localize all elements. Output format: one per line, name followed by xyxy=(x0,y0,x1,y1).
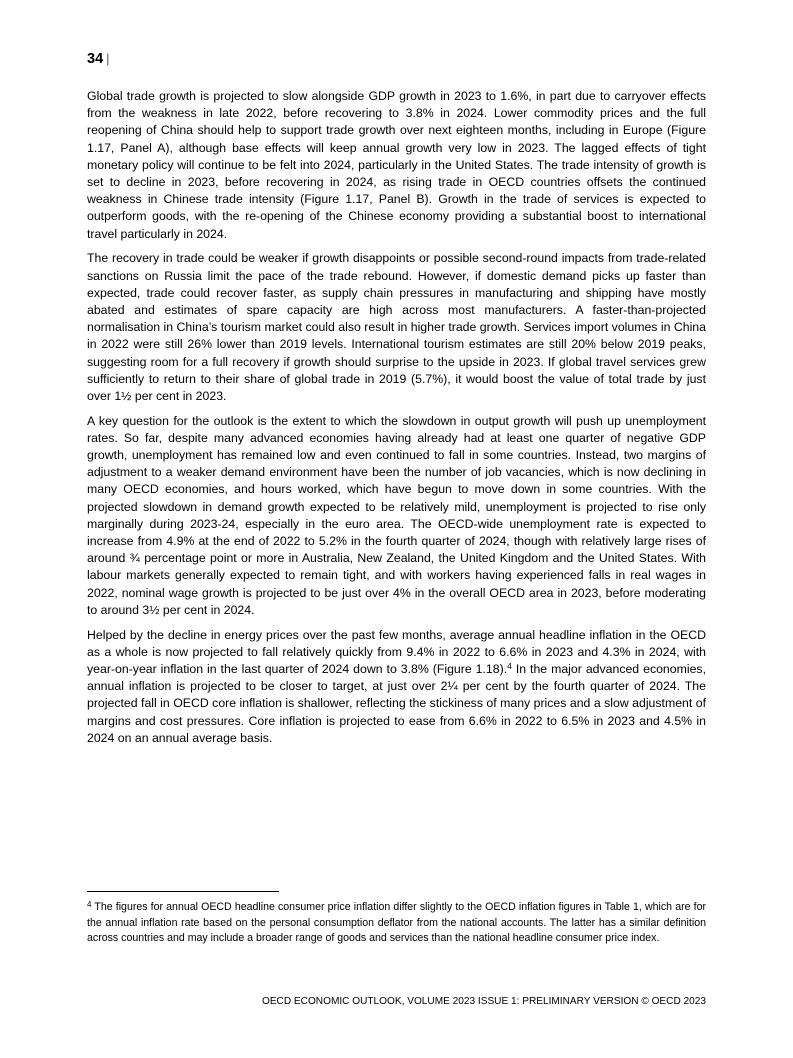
page-number-separator: | xyxy=(106,51,110,66)
paragraph-trade-growth: Global trade growth is projected to slow alongside GDP growth in 2023 to 1.6%, in part due to carryover effects from the weakness in late 2022, before recovering to 3.8% in 2024. Lower commodity prices and the full reopening of China should help to support trade growth over next eighteen months, including in Europe (Figure 1.17, Panel A), although base effects will keep annual growth very low in 2023. The lagged effects of tight monetary policy will continue to be felt into 2024, particularly in the United States. The trade intensity of growth is set to decline in 2023, before recovering in 2024, as rising trade in OECD countries offsets the continued weakness in Chinese trade intensity (Figure 1.17, Panel B). Growth in the trade of services is expected to outperform goods, with the re-opening of the Chinese economy providing a substantial boost to international travel particularly in 2024. xyxy=(87,89,706,241)
body-text xyxy=(87,88,706,755)
page-number xyxy=(87,50,110,68)
paragraph-trade-recovery: The recovery in trade could be weaker if growth disappoints or possible second-round impacts from trade-related sanctions on Russia limit the pace of the trade rebound. However, if domestic demand picks up faster than expected, trade could recover faster, as supply chain pressures in manufacturing and shipping have mostly abated and estimates of spare capacity are high across most manufacturers. A faster-than-projected normalisation in China’s tourism market could also result in higher trade growth. Services import volumes in China in 2022 were still 26% lower than 2019 levels. International tourism estimates are still 20% below 2019 peaks, suggesting room for a full recovery if growth should surprise to the upside in 2023. If global travel services grew sufficiently to return to their share of global trade in 2019 (5.7%), it would boost the value of total trade by just over 1½ per cent in 2023. xyxy=(87,251,706,403)
footnote-divider xyxy=(87,891,279,892)
page-number-value: 34 xyxy=(87,51,104,67)
paragraph-inflation-part1: Helped by the decline in energy prices over the past few months, average annual headline inflation in the OECD as a whole is now projected to fall relatively quickly from 9.4% in 2022 to 6.6% in 2023 and 4.3% in 2024, with year-on-year inflation in the last quarter of 2024 down to 3.8% (Figure 1.18). xyxy=(87,627,706,676)
page-footer: OECD ECONOMIC OUTLOOK, VOLUME 2023 ISSUE 1: PRELIMINARY VERSION © OECD 2023 xyxy=(261,996,706,1007)
paragraph-inflation xyxy=(87,627,706,747)
paragraph-unemployment: A key question for the outlook is the extent to which the slowdown in output growth will push up unemployment rates. So far, despite many advanced economies having already had at least one quarter of negative GDP growth, unemployment has remained low and even continued to fall in some countries. Instead, two margins of adjustment to a weaker demand environment have been the number of job vacancies, which is now declining in many OECD economies, and hours worked, which have begun to move down in some countries. With the projected slowdown in demand growth expected to be relatively mild, unemployment is projected to rise only marginally during 2023-24, especially in the euro area. The OECD-wide unemployment rate is expected to increase from 4.9% at the end of 2022 to 5.2% in the fourth quarter of 2024, though with relatively large rises of around ¾ percentage point or more in Australia, New Zealand, the United Kingdom and the United States. With labour markets generally expected to remain tight, and with workers having experienced falls in real wages in 2022, nominal wage growth is projected to be just over 4% in the overall OECD area in 2023, before moderating to around 3½ per cent in 2024. xyxy=(87,413,706,617)
footnote-text: The figures for annual OECD headline consumer price inflation differ slightly to the OECD inflation figures in Table 1, which are for the annual inflation rate based on the personal consumption deflator from the national accounts. The latter has a similar definition across countries and may include a broader range of goods and services than the national headline consumer price index. xyxy=(87,901,706,944)
footnote-marker: 4 xyxy=(87,900,92,909)
footnote-reference[interactable]: 4 xyxy=(507,661,512,671)
footnote xyxy=(87,900,706,947)
paragraph-inflation-part2: In the major advanced economies, annual inflation is projected to be closer to target, at just over 2¼ per cent by the fourth quarter of 2024. The projected fall in OECD core inflation is shallower, reflecting the stickiness of many prices and a slow adjustment of margins and cost pressures. Core inflation is projected to ease from 6.6% in 2022 to 6.5% in 2023 and 4.5% in 2024 on an annual average basis. xyxy=(87,662,706,745)
